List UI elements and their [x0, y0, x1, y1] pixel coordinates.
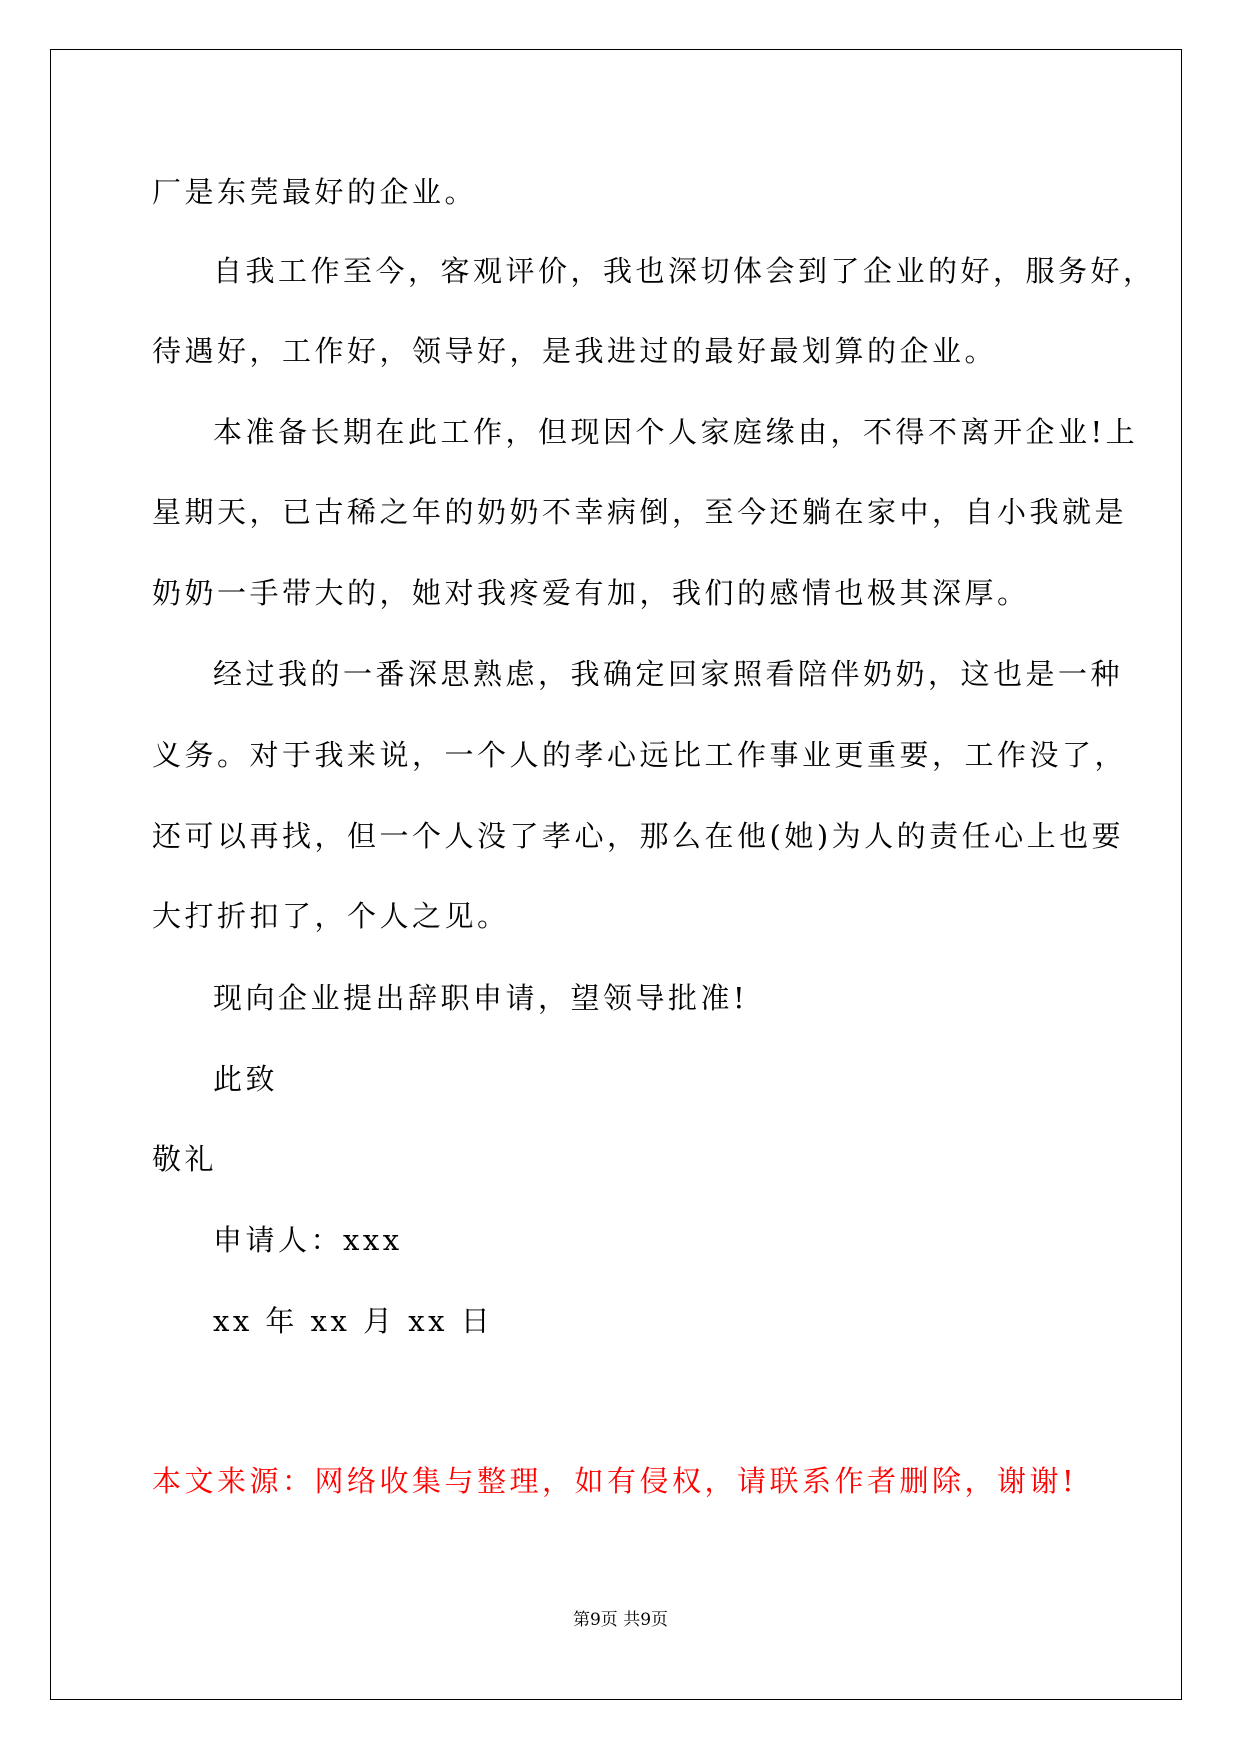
- body-line-3: 待遇好，工作好，领导好，是我进过的最好最划算的企业。: [152, 334, 998, 368]
- page-border: [50, 49, 1182, 1700]
- regards-line: 敬礼: [152, 1142, 218, 1176]
- body-line-5: 星期天，已古稀之年的奶奶不幸病倒，至今还躺在家中，自小我就是: [152, 495, 1128, 529]
- source-notice: 本文来源：网络收集与整理，如有侵权，请联系作者删除，谢谢!: [152, 1464, 1078, 1498]
- body-line-1: 厂是东莞最好的企业。: [152, 175, 478, 209]
- body-line-11: 现向企业提出辞职申请，望领导批准!: [213, 981, 749, 1015]
- page-number-footer: 第9页 共9页: [572, 1610, 669, 1630]
- salutation-line: 此致: [213, 1062, 279, 1096]
- date-line: xx 年 xx 月 xx 日: [213, 1304, 494, 1338]
- body-line-4: 本准备长期在此工作，但现因个人家庭缘由，不得不离开企业!上: [213, 415, 1139, 449]
- body-line-8: 义务。对于我来说，一个人的孝心远比工作事业更重要，工作没了，: [152, 738, 1128, 772]
- body-line-7: 经过我的一番深思熟虑，我确定回家照看陪伴奶奶，这也是一种: [213, 657, 1124, 691]
- body-line-2: 自我工作至今，客观评价，我也深切体会到了企业的好，服务好，: [213, 254, 1156, 288]
- body-line-10: 大打折扣了，个人之见。: [152, 899, 510, 933]
- body-line-6: 奶奶一手带大的，她对我疼爱有加，我们的感情也极其深厚。: [152, 576, 1030, 610]
- body-line-9: 还可以再找，但一个人没了孝心，那么在他(她)为人的责任心上也要: [152, 819, 1125, 853]
- applicant-line: 申请人：xxx: [213, 1223, 403, 1257]
